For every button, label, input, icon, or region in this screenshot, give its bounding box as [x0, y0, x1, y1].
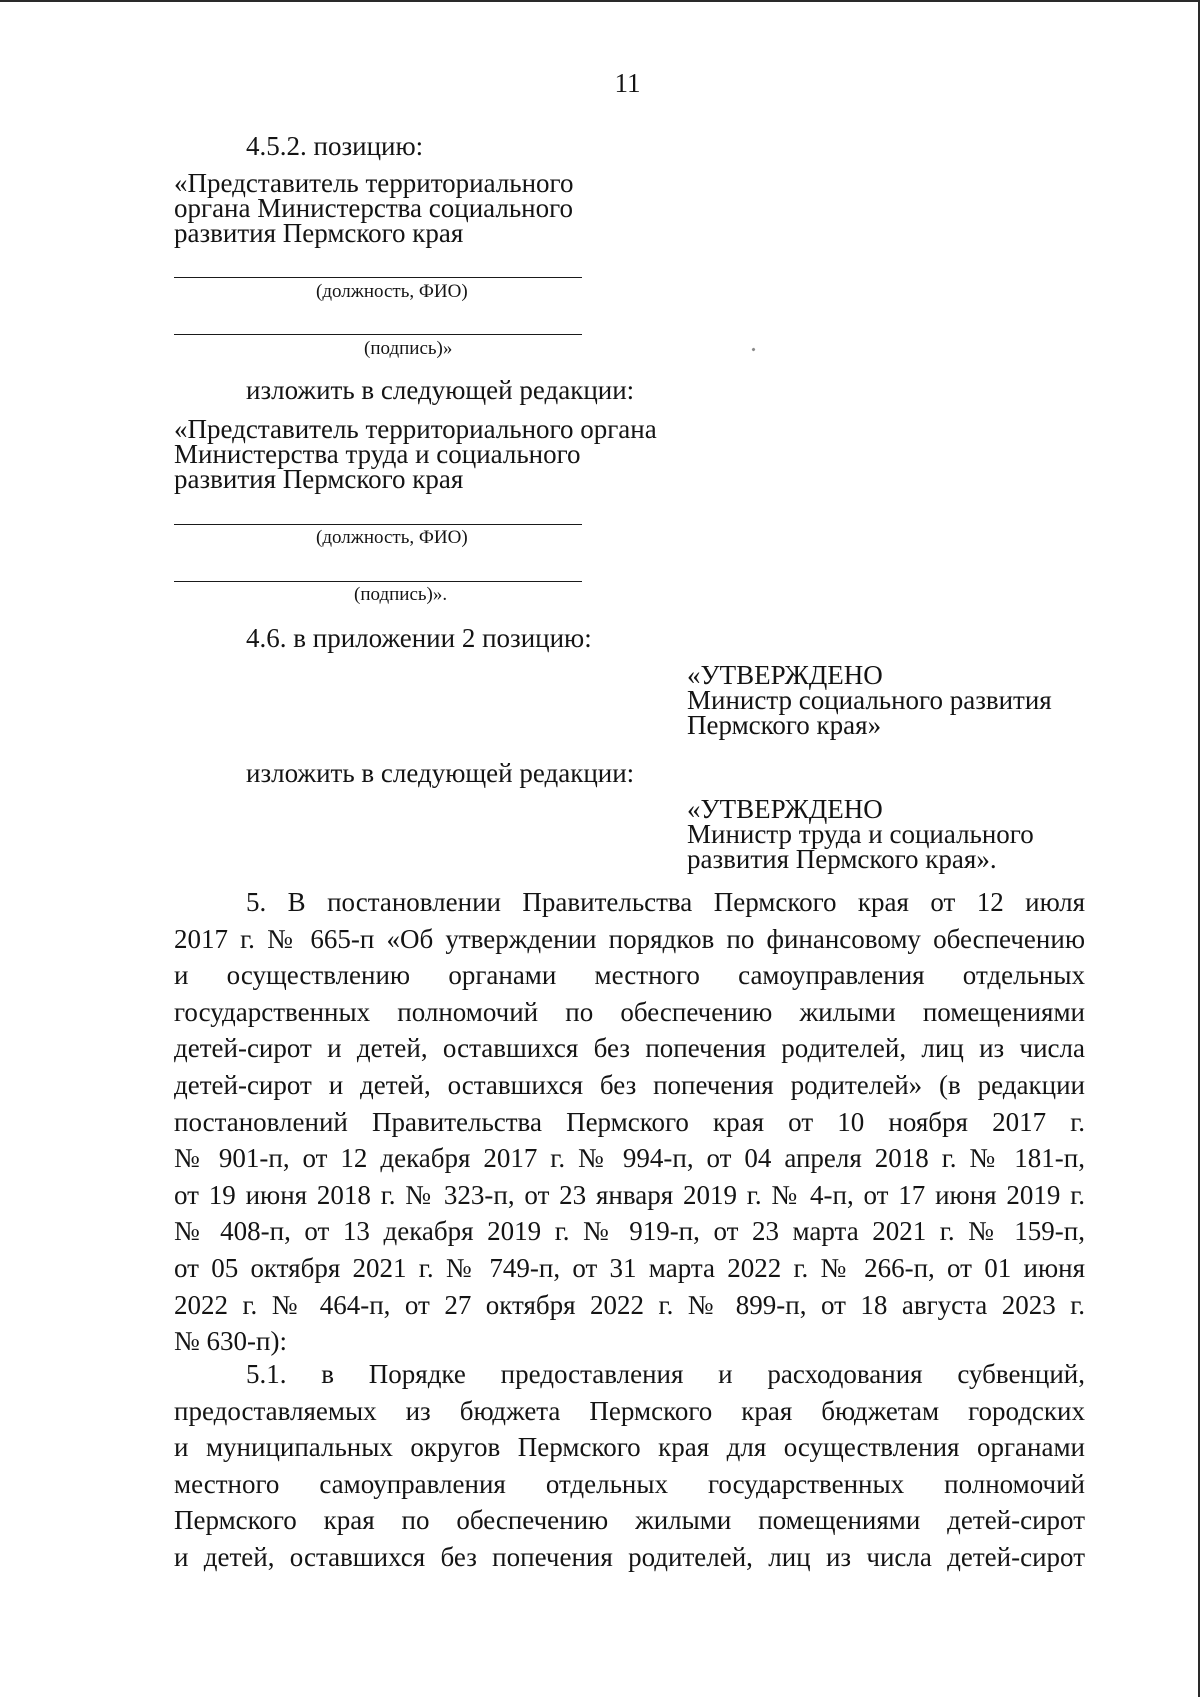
new-signature-underline	[174, 581, 582, 582]
old-approval-line: Пермского края»	[687, 710, 882, 740]
paragraph-line: государственных полномочий по обеспечению жилыми помещениями	[174, 996, 1085, 1027]
old-representative-line: органа Министерства социального	[174, 193, 574, 223]
paragraph-line: от 19 июня 2018 г. № 323-п, от 23 января 2019 г. № 4-п, от 17 июня 2019 г.	[174, 1179, 1085, 1210]
old-position-underline	[174, 277, 582, 278]
section-4-6-heading: 4.6. в приложении 2 позицию:	[246, 623, 592, 653]
new-approval-line: развития Пермского края».	[687, 844, 997, 874]
paragraph-line: местного самоуправления отдельных государственных полномочий	[174, 1468, 1085, 1499]
section-4-6-instruction: изложить в следующей редакции:	[246, 758, 635, 788]
paragraph-line: от 05 октября 2021 г. № 749-п, от 31 марта 2022 г. № 266-п, от 01 июня	[174, 1252, 1085, 1283]
old-representative-line: «Представитель территориального	[174, 168, 574, 198]
old-signature-underline	[174, 334, 582, 335]
new-representative-line: развития Пермского края	[174, 464, 464, 494]
new-approval-line: Министр труда и социального	[687, 819, 1034, 849]
paragraph-line: № 408-п, от 13 декабря 2019 г. № 919-п, от 23 марта 2021 г. № 159-п,	[174, 1216, 1085, 1247]
paragraph-line: детей-сирот и детей, оставшихся без попечения родителей» (в редакции	[174, 1069, 1085, 1100]
new-representative-line: «Представитель территориального органа	[174, 414, 657, 444]
old-approval-line: «УТВЕРЖДЕНО	[687, 660, 883, 690]
new-representative-block	[174, 414, 657, 494]
new-signature-caption: (подпись)».	[354, 584, 448, 605]
old-representative-block	[174, 168, 574, 248]
old-signature-caption: (подпись)»	[364, 338, 453, 359]
old-approval-block	[687, 660, 1052, 740]
paragraph-line: 5. В постановлении Правительства Пермского края от 12 июля	[246, 887, 1085, 917]
new-approval-line: «УТВЕРЖДЕНО	[687, 794, 883, 824]
old-position-caption: (должность, ФИО)	[316, 281, 468, 302]
new-position-caption: (должность, ФИО)	[316, 527, 468, 548]
paragraph-line: детей-сирот и детей, оставшихся без попечения родителей, лиц из числа	[174, 1033, 1085, 1064]
new-representative-line: Министерства труда и социального	[174, 439, 581, 469]
paragraph-line: № 901-п, от 12 декабря 2017 г. № 994-п, от 04 апреля 2018 г. № 181-п,	[174, 1143, 1085, 1174]
old-approval-line: Министр социального развития	[687, 685, 1052, 715]
scan-speck	[751, 347, 755, 351]
paragraph-line: 2022 г. № 464-п, от 27 октября 2022 г. № 899-п, от 18 августа 2023 г.	[174, 1289, 1085, 1320]
paragraph-line: постановлений Правительства Пермского края от 10 ноября 2017 г.	[174, 1106, 1085, 1137]
section-4-5-2-heading: 4.5.2. позицию:	[246, 131, 424, 161]
paragraph-line: № 630-п):	[174, 1326, 287, 1357]
section-5-1-paragraph	[174, 1356, 1085, 1576]
paragraph-line: предоставляемых из бюджета Пермского края бюджетам городских	[174, 1395, 1085, 1426]
paragraph-line: Пермского края по обеспечению жилыми помещениями детей-сирот	[174, 1505, 1085, 1536]
paragraph-line: 2017 г. № 665-п «Об утверждении порядков по финансовому обеспечению	[174, 923, 1085, 954]
paragraph-line: 5.1. в Порядке предоставления и расходования субвенций,	[246, 1359, 1085, 1389]
page-number: 11	[614, 68, 641, 98]
new-approval-block	[687, 794, 1034, 874]
section-4-5-2-instruction: изложить в следующей редакции:	[246, 375, 635, 405]
new-position-underline	[174, 524, 582, 525]
paragraph-line: и осуществлению органами местного самоуправления отдельных	[174, 960, 1085, 991]
paragraph-line: и муниципальных округов Пермского края для осуществления органами	[174, 1432, 1085, 1463]
paragraph-line: и детей, оставшихся без попечения родителей, лиц из числа детей-сирот	[174, 1541, 1085, 1572]
old-representative-line: развития Пермского края	[174, 218, 464, 248]
section-5-paragraph	[174, 884, 1085, 1360]
